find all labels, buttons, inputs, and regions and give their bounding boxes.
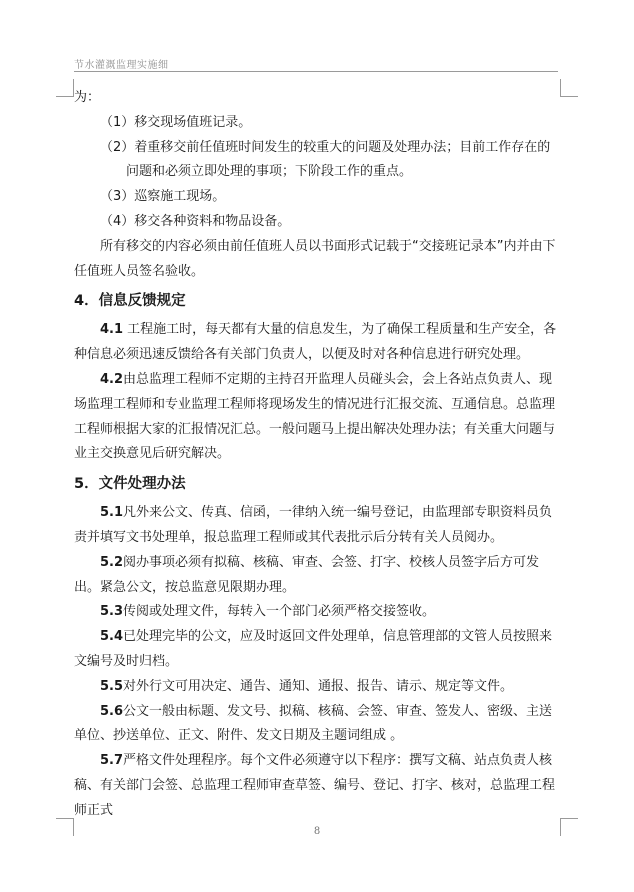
clause-text: 凡外来公文、传真、信函，一律纳入统一编号登记，由监理部专职资料员负责并填写文书处理单，报总监理工程师或其代表批示后分转有关人员阅办。: [74, 505, 553, 545]
clause-text: 工程施工时，每天都有大量的信息发生，为了确保工程质量和生产安全，各种信息必须迅速反馈给各有关部门负责人，以便及时对各种信息进行研究处理。: [74, 322, 557, 363]
clause-text: 公文一般由标题、发文号、拟稿、核稿、会签、审查、签发人、密级、主送单位、抄送单位、正文、附件、发文日期及主题词组成 。: [74, 703, 553, 744]
clause-text: 对外行文可用决定、通告、通知、通报、报告、请示、规定等文件。: [123, 678, 514, 694]
paragraph-5-1: [74, 501, 560, 551]
crop-mark-top-left: [56, 79, 74, 97]
paragraph-5-5: [74, 675, 560, 700]
clause-number: 5.7: [100, 753, 124, 769]
paragraph-5-6: [74, 700, 560, 750]
list-item: （3）巡察施工现场。: [100, 189, 226, 205]
clause-number: 5.4: [100, 629, 124, 645]
clause-number: 5.1: [100, 505, 124, 521]
handover-note: 所有移交的内容必须由前任值班人员以书面形式记载于“交接班记录本”内并由下任值班人员签名验收。: [74, 238, 556, 279]
paragraph-4-2: [74, 368, 560, 467]
body-text: [74, 86, 560, 824]
clause-number: 4.1: [100, 322, 124, 338]
page-number: 8: [313, 826, 321, 837]
list-item: （4）移交各种资料和物品设备。: [100, 213, 291, 229]
clause-number: 5.2: [100, 554, 124, 570]
section-heading-5: 5．文件处理办法: [74, 476, 186, 493]
clause-number: 5.3: [100, 604, 124, 620]
clause-text: 阅办事项必须有拟稿、核稿、审查、会签、打字、校核人员签字后方可发出。紧急公文，按总监意见限期办理。: [74, 554, 540, 595]
section-heading-4: 4．信息反馈规定: [74, 293, 186, 310]
paragraph-5-4: [74, 625, 560, 675]
clause-text: 由总监理工程师不定期的主持召开监理人员碰头会，会上各站点负责人、现场监理工程师和专业监理工程师将现场发生的情况进行汇报交流、互通信息。总监理工程师根据大家的汇报情况汇总。一般问题马上提出解决处理办法；有关重大问题与业主交换意见后研究解决。: [74, 371, 556, 462]
list-item: （1）移交现场值班记录。: [100, 114, 252, 130]
paragraph-5-3: [74, 600, 560, 625]
clause-number: 5.6: [100, 703, 124, 719]
clause-text: 严格文件处理程序。每个文件必须遵守以下程序：撰写文稿、站点负责人核稿、有关部门会签、总监理工程师审查草签、编号、登记、打字、核对，总监理工程师正式: [74, 753, 556, 818]
crop-mark-top-right: [560, 79, 578, 97]
intro-tail: 为：: [74, 90, 101, 105]
clause-text: 传阅或处理文件，每转入一个部门必须严格交接签收。: [123, 604, 436, 620]
list-item: （2）着重移交前任值班时间发生的较重大的问题及处理办法；目前工作存在的问题和必须立即处理的事项；下阶段工作的重点。: [100, 139, 551, 180]
clause-text: 已处理完毕的公文，应及时返回文件处理单，信息管理部的文管人员按照来文编号及时归档。: [74, 629, 553, 669]
clause-number: 5.5: [100, 678, 124, 694]
clause-number: 4.2: [100, 371, 124, 387]
paragraph-4-1: [74, 318, 560, 368]
running-header: 节水灌溉监理实施细: [74, 60, 169, 71]
paragraph-5-2: [74, 551, 560, 601]
header-rule: [74, 71, 558, 72]
paragraph-5-7: [74, 749, 560, 823]
